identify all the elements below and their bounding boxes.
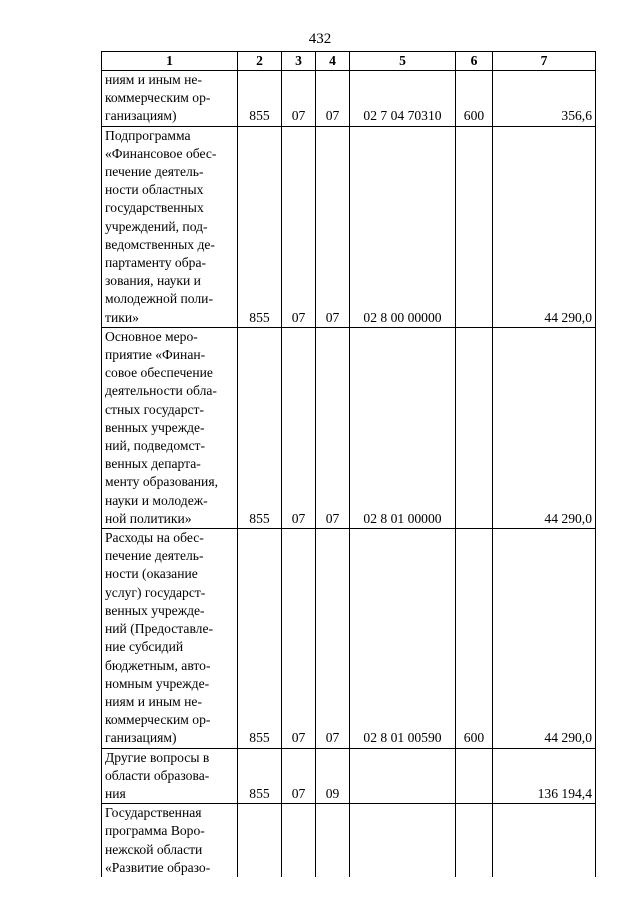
column-header-3: 3 [282, 52, 316, 71]
ministry-code: 855 [238, 327, 282, 528]
item-name: Расходы на обес- печение деятель- ности (оказание услуг) государст- венных учрежде- ний (Предоставле- ние субсидий бюджетным, авто- номным учрежде- ниям и иным не- коммерческим ор- ганизациям) [102, 529, 238, 748]
subsection-code: 07 [316, 71, 350, 127]
table-row [102, 748, 596, 804]
expense-type-code [456, 327, 493, 528]
subsection-code: 09 [316, 748, 350, 804]
expense-type-code: 600 [456, 529, 493, 748]
target-article-code [350, 804, 456, 877]
subsection-code: 07 [316, 327, 350, 528]
section-code: 07 [282, 71, 316, 127]
item-name: Государственная программа Воро- нежской области «Развитие образо- [102, 804, 238, 877]
ministry-code: 855 [238, 71, 282, 127]
header-row [102, 52, 596, 71]
column-header-4: 4 [316, 52, 350, 71]
target-article-code [350, 748, 456, 804]
budget-table [101, 51, 596, 877]
section-code: 07 [282, 327, 316, 528]
amount: 136 194,4 [493, 748, 596, 804]
table-row [102, 327, 596, 528]
amount: 44 290,0 [493, 529, 596, 748]
item-name: Основное меро- приятие «Финан- совое обеспечение деятельности обла- стных государст- венных учрежде- ний, подведомст- венных департа- менту образования, науки и молодеж- ной политики» [102, 327, 238, 528]
table-row [102, 804, 596, 877]
amount: 44 290,0 [493, 327, 596, 528]
target-article-code: 02 7 04 70310 [350, 71, 456, 127]
section-code: 07 [282, 126, 316, 327]
item-name: ниям и иным не- коммерческим ор- ганизациям) [102, 71, 238, 127]
expense-type-code [456, 748, 493, 804]
subsection-code: 07 [316, 529, 350, 748]
section-code [282, 804, 316, 877]
column-header-7: 7 [493, 52, 596, 71]
ministry-code: 855 [238, 748, 282, 804]
ministry-code: 855 [238, 126, 282, 327]
expense-type-code [456, 804, 493, 877]
ministry-code: 855 [238, 529, 282, 748]
amount: 356,6 [493, 71, 596, 127]
column-header-1: 1 [102, 52, 238, 71]
target-article-code: 02 8 01 00590 [350, 529, 456, 748]
item-name: Другие вопросы в области образова- ния [102, 748, 238, 804]
page-number: 432 [308, 31, 332, 47]
table-row [102, 126, 596, 327]
target-article-code: 02 8 00 00000 [350, 126, 456, 327]
table-row [102, 529, 596, 748]
table-row [102, 71, 596, 127]
ministry-code [238, 804, 282, 877]
target-article-code: 02 8 01 00000 [350, 327, 456, 528]
expense-type-code [456, 126, 493, 327]
subsection-code: 07 [316, 126, 350, 327]
subsection-code [316, 804, 350, 877]
column-header-6: 6 [456, 52, 493, 71]
item-name: Подпрограмма «Финансовое обес- печение деятель- ности областных государственных учреждений, под- ведомственных де- партаменту обра- зования, науки и молодежной поли- тики» [102, 126, 238, 327]
section-code: 07 [282, 529, 316, 748]
amount: 44 290,0 [493, 126, 596, 327]
amount [493, 804, 596, 877]
column-header-5: 5 [350, 52, 456, 71]
column-header-2: 2 [238, 52, 282, 71]
expense-type-code: 600 [456, 71, 493, 127]
section-code: 07 [282, 748, 316, 804]
